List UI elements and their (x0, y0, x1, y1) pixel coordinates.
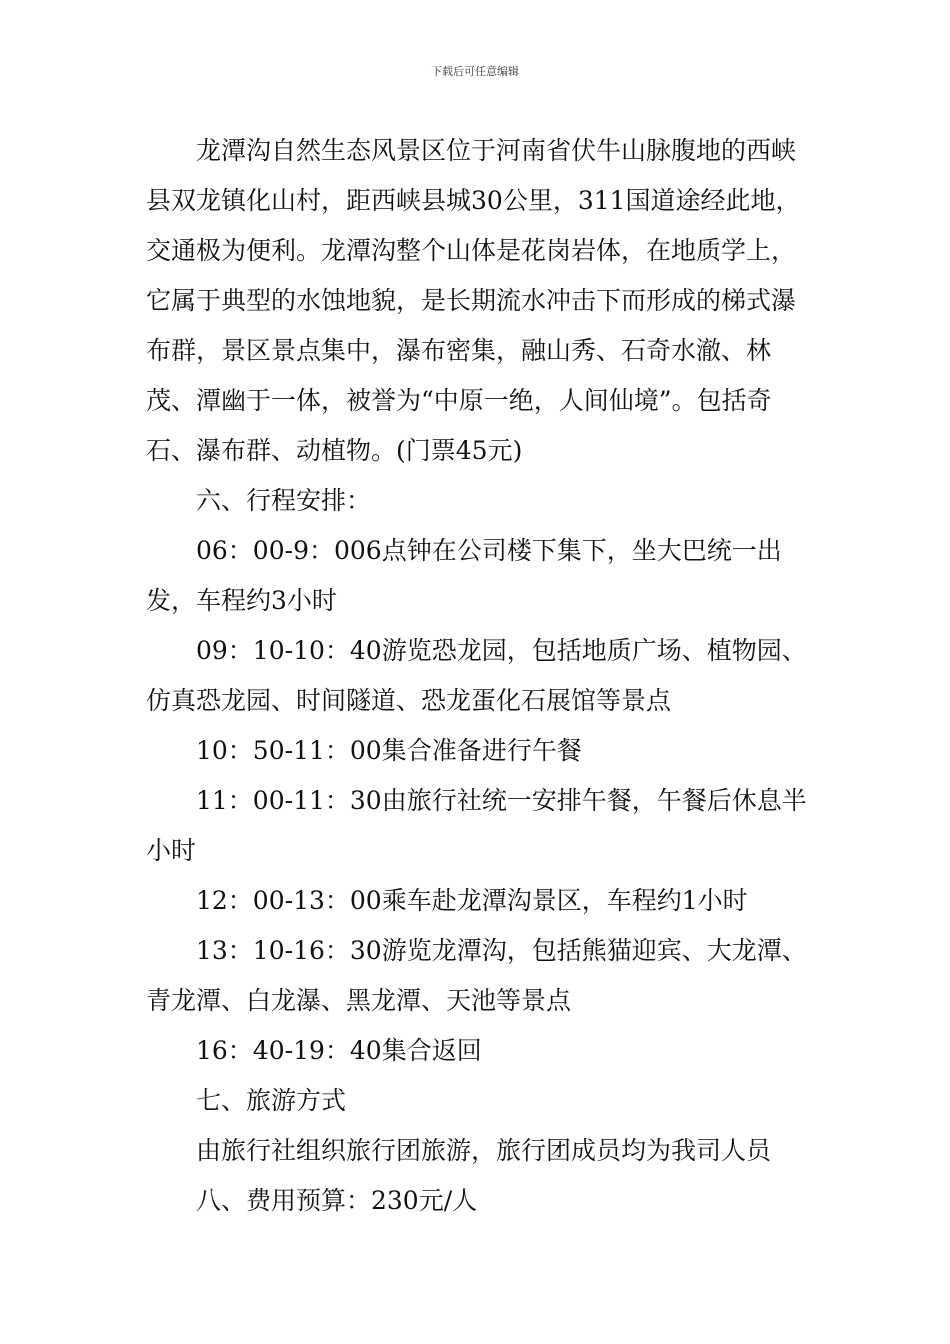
itinerary-item: 13：10-16：30游览龙潭沟，包括熊猫迎宾、大龙潭、青龙潭、白龙瀑、黑龙潭、天池等景点 (146, 936, 807, 1015)
section-heading-budget: 八、费用预算：230元/人 (196, 1186, 478, 1215)
itinerary-item: 10：50-11：00集合准备进行午餐 (196, 736, 582, 765)
itinerary-item: 12：00-13：00乘车赴龙潭沟景区，车程约1小时 (196, 886, 748, 915)
page-header: 下载后可任意编辑 (431, 65, 519, 78)
document-body (146, 126, 810, 1226)
itinerary-item: 11：00-11：30由旅行社统一安排午餐，午餐后休息半小时 (146, 786, 807, 865)
itinerary-item: 16：40-19：40集合返回 (196, 1036, 482, 1065)
itinerary-item: 09：10-10：40游览恐龙园，包括地质广场、植物园、仿真恐龙园、时间隧道、恐龙蛋化石展馆等景点 (146, 636, 807, 715)
section-heading-travel-mode: 七、旅游方式 (196, 1086, 347, 1115)
itinerary-item: 06：00-9：006点钟在公司楼下集下，坐大巴统一出发，车程约3小时 (146, 536, 782, 615)
paragraph-travel-mode: 由旅行社组织旅行团旅游，旅行团成员均为我司人员 (196, 1136, 772, 1165)
section-heading-itinerary: 六、行程安排： (196, 486, 372, 515)
paragraph-scenic-intro: 龙潭沟自然生态风景区位于河南省伏牛山脉腹地的西峡县双龙镇化山村，距西峡县城30公里，311国道途经此地，交通极为便利。龙潭沟整个山体是花岗岩体，在地质学上，它属于典型的水蚀地貌，是长期流水冲击下而形成的梯式瀑布群，景区景点集中，瀑布密集，融山秀、石奇水澈、林茂、潭幽于一体，被誉为“中原一绝，人间仙境”。包括奇石、瀑布群、动植物。(门票45元) (146, 136, 801, 465)
